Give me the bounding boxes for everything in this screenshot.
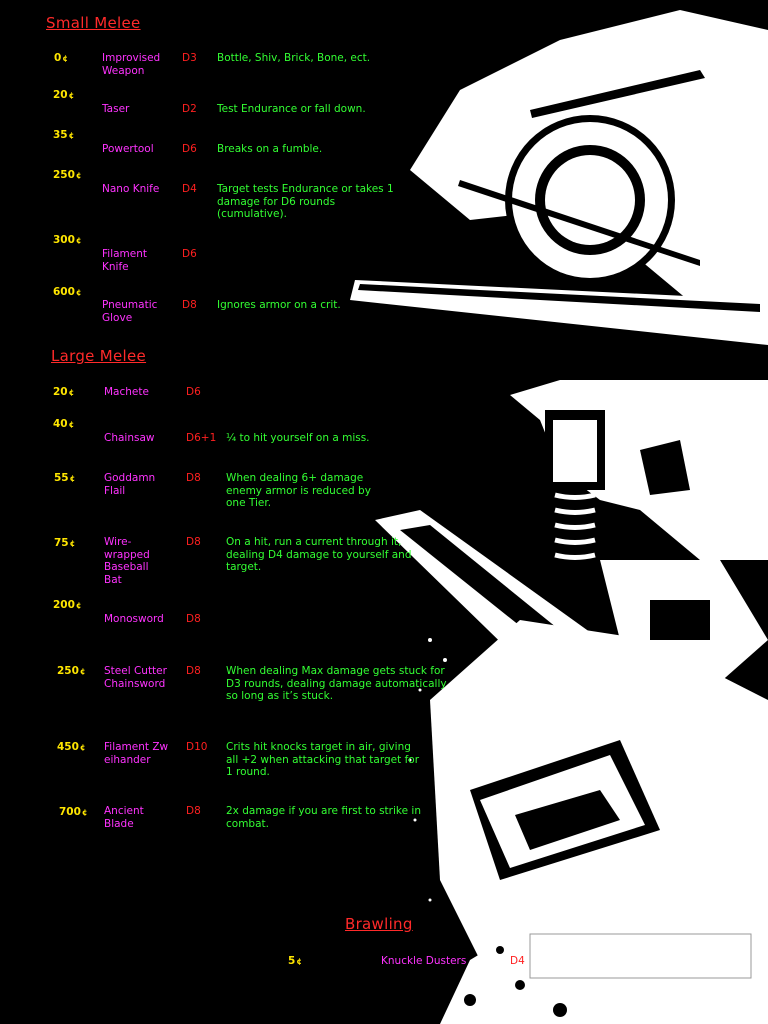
item-damage: D4	[182, 183, 197, 195]
item-damage: D8	[186, 472, 201, 484]
item-price: 75 ¢	[54, 537, 75, 549]
item-price: 200 ¢	[53, 599, 82, 611]
item-price: 35 ¢	[53, 129, 74, 141]
item-name: Filament Knife	[102, 248, 148, 273]
item-damage: D8	[186, 613, 201, 625]
item-name: Machete	[104, 386, 149, 398]
item-damage: D6	[182, 143, 197, 155]
item-damage: D6	[182, 248, 197, 260]
item-name: Taser	[102, 103, 130, 115]
item-description: Crits hit knocks target in air, giving all +2 when attacking that target for 1 round.	[226, 741, 420, 778]
item-price: 55 ¢	[54, 472, 75, 484]
item-name: Pneumatic Glove	[102, 299, 158, 324]
item-damage: D4	[510, 955, 525, 967]
item-damage: D8	[186, 536, 201, 548]
item-description: Ignores armor on a crit.	[217, 299, 341, 311]
item-name: Goddamn Flail	[104, 472, 156, 497]
item-price: 20 ¢	[53, 89, 74, 101]
item-price: 450 ¢	[57, 741, 86, 753]
item-name: Monosword	[104, 613, 164, 625]
item-description: Bottle, Shiv, Brick, Bone, ect.	[217, 52, 371, 64]
item-description: Test Endurance or fall down.	[217, 103, 366, 115]
item-price: 20 ¢	[53, 386, 74, 398]
item-name: Wire-wrapped Baseball Bat	[104, 536, 150, 586]
item-description: 2x damage if you are first to strike in combat.	[226, 805, 421, 830]
item-damage: D2	[182, 103, 197, 115]
item-price: 600 ¢	[53, 286, 82, 298]
item-name: Steel Cutter Chainsword	[104, 665, 167, 690]
item-name: Filament Zweihander	[104, 741, 169, 766]
item-name: Nano Knife	[102, 183, 160, 195]
item-price: 300 ¢	[53, 234, 82, 246]
item-description: Breaks on a fumble.	[217, 143, 323, 155]
item-name: Knuckle Dusters	[381, 955, 467, 967]
item-description: Target tests Endurance or takes 1 damage for D6 rounds (cumulative).	[217, 183, 394, 220]
item-description: ¼ to hit yourself on a miss.	[226, 432, 370, 444]
item-name: Improvised Weapon	[102, 52, 161, 77]
item-damage: D8	[186, 805, 201, 817]
item-damage: D8	[186, 665, 201, 677]
item-price: 250 ¢	[53, 169, 82, 181]
item-damage: D6+1	[186, 432, 217, 444]
item-price: 250 ¢	[57, 665, 86, 677]
item-price: 40 ¢	[53, 418, 74, 430]
item-price: 5 ¢	[288, 955, 302, 967]
item-description: When dealing Max damage gets stuck for D3 rounds, dealing damage automatically so long as it’s stuck.	[226, 665, 447, 702]
large-melee-heading: Large Melee	[51, 347, 147, 365]
item-damage: D6	[186, 386, 201, 398]
item-name: Ancient Blade	[104, 805, 144, 830]
item-damage: D3	[182, 52, 197, 64]
item-damage: D8	[182, 299, 197, 311]
small-melee-heading: Small Melee	[46, 14, 141, 32]
item-description: On a hit, run a current through it, dealing D4 damage to yourself and target.	[226, 536, 412, 573]
item-name: Chainsaw	[104, 432, 155, 444]
brawling-heading: Brawling	[345, 915, 413, 933]
item-price: 0 ¢	[54, 52, 68, 64]
item-name: Powertool	[102, 143, 154, 155]
item-description: When dealing 6+ damage enemy armor is reduced by one Tier.	[226, 472, 371, 509]
item-damage: D10	[186, 741, 208, 753]
item-price: 700 ¢	[59, 806, 88, 818]
